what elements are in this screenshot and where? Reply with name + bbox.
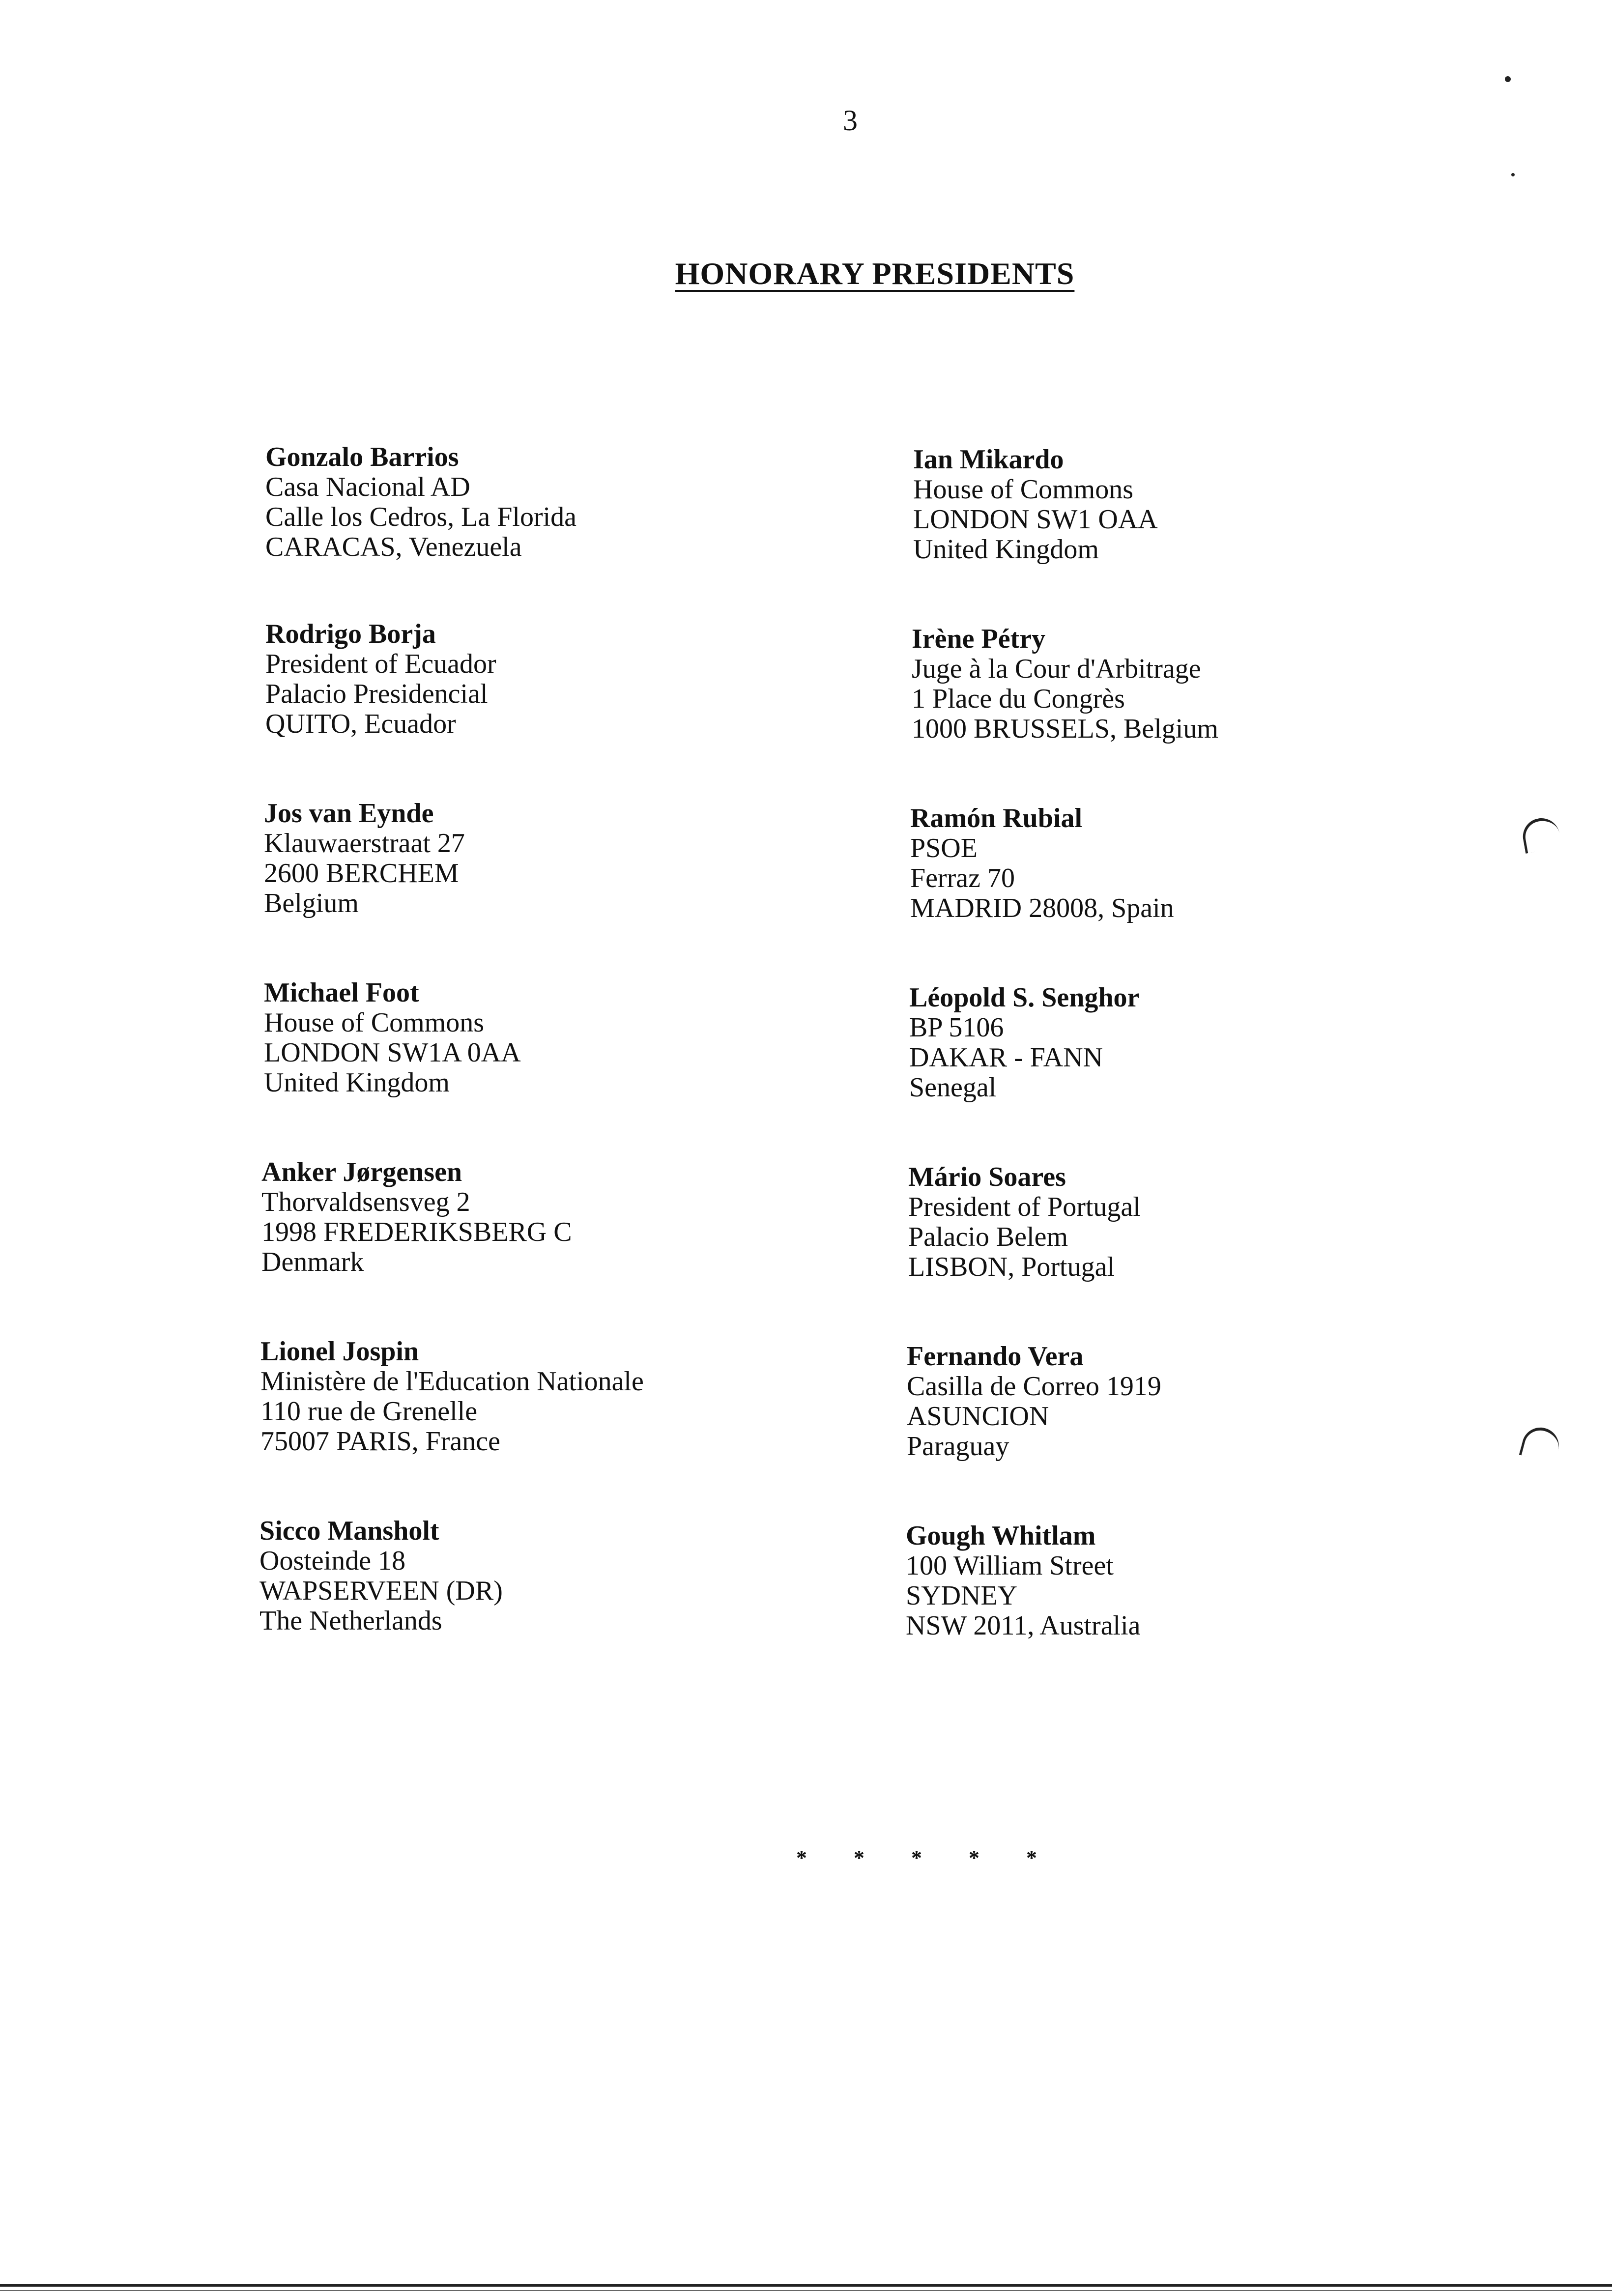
person-name: Rodrigo Borja	[265, 619, 436, 649]
scan-speck	[1511, 173, 1515, 176]
address-line: Thorvaldsensveg 2	[261, 1187, 470, 1217]
address-entry	[907, 1342, 1497, 1462]
address-entry	[260, 1337, 850, 1457]
person-name: Fernando Vera	[907, 1341, 1084, 1372]
address-entry	[264, 978, 854, 1098]
address-line: SYDNEY	[906, 1580, 1018, 1611]
address-line: ASUNCION	[907, 1401, 1049, 1432]
address-line: Juge à la Cour d'Arbitrage	[912, 654, 1201, 684]
address-line: Klauwaerstraat 27	[264, 828, 465, 859]
address-entry	[264, 799, 854, 918]
bottom-rule	[0, 2284, 1612, 2287]
address-line: 1000 BRUSSELS, Belgium	[912, 714, 1218, 744]
address-line: BP 5106	[909, 1012, 1004, 1043]
address-line: Denmark	[261, 1247, 364, 1277]
address-line: Casilla de Correo 1919	[907, 1371, 1161, 1402]
address-line: The Netherlands	[259, 1606, 442, 1636]
address-line: CARACAS, Venezuela	[265, 532, 522, 562]
address-line: Oosteinde 18	[259, 1546, 406, 1576]
address-line: United Kingdom	[913, 534, 1099, 565]
address-entry	[261, 1157, 851, 1277]
address-entry	[259, 1516, 849, 1636]
address-entry	[913, 445, 1503, 565]
address-line: 1 Place du Congrès	[912, 684, 1125, 714]
address-line: QUITO, Ecuador	[265, 709, 456, 739]
address-line: 100 William Street	[906, 1550, 1114, 1581]
address-line: WAPSERVEEN (DR)	[259, 1576, 503, 1606]
person-name: Mário Soares	[908, 1162, 1066, 1192]
person-name: Anker Jørgensen	[261, 1157, 462, 1187]
address-line: 110 rue de Grenelle	[260, 1396, 478, 1427]
address-line: United Kingdom	[264, 1067, 450, 1098]
address-line: 1998 FREDERIKSBERG C	[261, 1217, 572, 1247]
address-line: LONDON SW1 OAA	[913, 504, 1158, 535]
address-line: PSOE	[910, 833, 978, 863]
address-entry	[910, 804, 1500, 923]
person-name: Ian Mikardo	[913, 444, 1064, 475]
address-line: Ferraz 70	[910, 863, 1015, 893]
person-name: Irène Pétry	[912, 624, 1046, 654]
person-name: Sicco Mansholt	[259, 1516, 439, 1546]
punch-hole-mark	[1519, 1423, 1563, 1464]
person-name: Léopold S. Senghor	[909, 982, 1140, 1013]
address-entry	[265, 442, 855, 562]
address-line: Palacio Belem	[908, 1222, 1068, 1252]
address-line: DAKAR - FANN	[909, 1042, 1103, 1073]
address-line: MADRID 28008, Spain	[910, 893, 1174, 923]
address-line: LONDON SW1A 0AA	[264, 1037, 521, 1068]
address-line: Paraguay	[907, 1431, 1009, 1462]
address-entry	[912, 624, 1501, 744]
address-line: President of Portugal	[908, 1192, 1141, 1222]
address-entry	[908, 1162, 1498, 1282]
address-line: House of Commons	[913, 474, 1133, 505]
address-entry	[909, 983, 1499, 1103]
address-entry	[265, 619, 855, 739]
person-name: Gonzalo Barrios	[265, 442, 459, 472]
bottom-rule	[0, 2290, 1612, 2291]
closing-asterisks: * * * * *	[796, 1846, 1058, 1870]
address-line: Calle los Cedros, La Florida	[265, 502, 577, 532]
address-line: Casa Nacional AD	[265, 472, 470, 502]
scan-speck	[1505, 76, 1511, 82]
address-line: 75007 PARIS, France	[260, 1426, 500, 1457]
address-line: Palacio Presidencial	[265, 679, 488, 709]
person-name: Jos van Eynde	[264, 798, 434, 829]
address-line: NSW 2011, Australia	[906, 1610, 1141, 1641]
address-line: LISBON, Portugal	[908, 1252, 1115, 1282]
address-line: Senegal	[909, 1072, 997, 1103]
page-heading	[0, 258, 1612, 289]
address-line: Ministère de l'Education Nationale	[260, 1366, 644, 1397]
page-heading-text: HONORARY PRESIDENTS	[675, 256, 1075, 291]
address-line: 2600 BERCHEM	[264, 858, 459, 889]
person-name: Ramón Rubial	[910, 803, 1083, 833]
address-entry	[906, 1521, 1496, 1641]
address-line: President of Ecuador	[265, 649, 496, 679]
address-line: Belgium	[264, 888, 359, 918]
person-name: Michael Foot	[264, 977, 419, 1008]
person-name: Lionel Jospin	[260, 1336, 419, 1367]
person-name: Gough Whitlam	[906, 1521, 1096, 1551]
address-line: House of Commons	[264, 1007, 484, 1038]
punch-hole-mark	[1520, 815, 1562, 854]
page-number: 3	[843, 104, 858, 137]
